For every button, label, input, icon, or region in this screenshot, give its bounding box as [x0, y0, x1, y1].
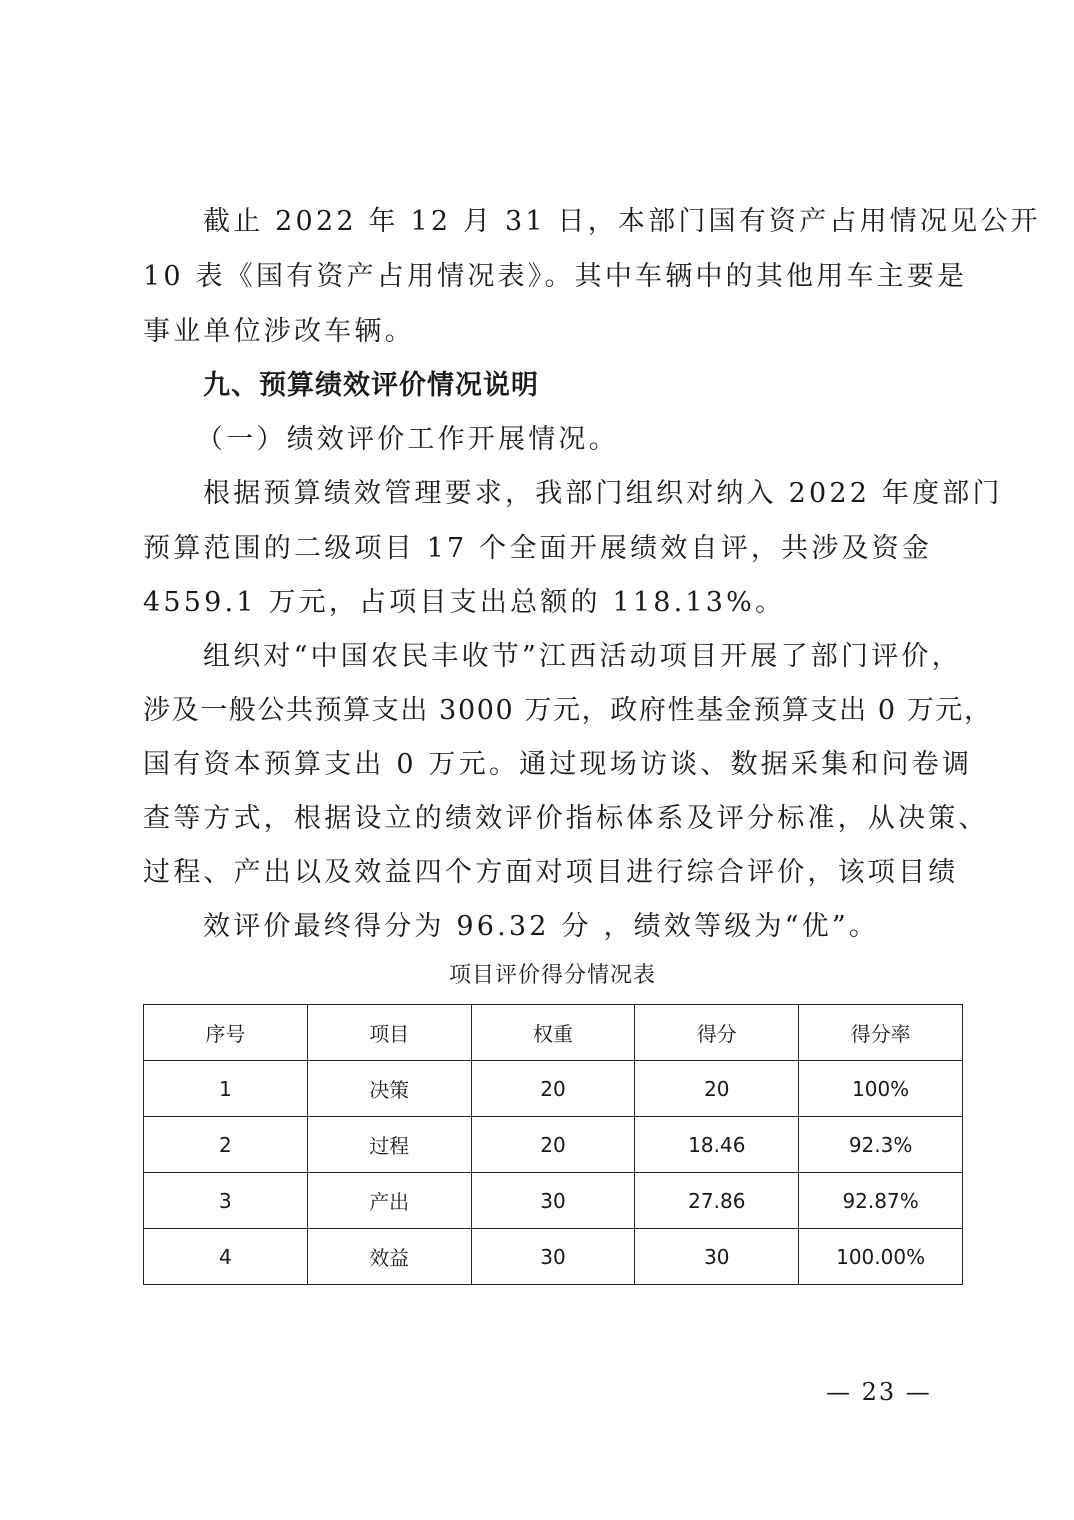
table-row	[144, 1229, 963, 1285]
cell-score: 20	[635, 1061, 799, 1117]
cell-index: 3	[144, 1173, 308, 1229]
paragraph-line: 国有资本预算支出 0 万元。通过现场访谈、数据采集和问卷调	[143, 749, 973, 780]
cell-weight: 20	[471, 1117, 635, 1173]
cell-score: 30	[635, 1229, 799, 1285]
score-table	[143, 1004, 963, 1285]
paragraph-line: 根据预算绩效管理要求，我部门组织对纳入 2022 年度部门	[203, 478, 1003, 509]
cell-index: 1	[144, 1061, 308, 1117]
paragraph-line: 截止 2022 年 12 月 31 日，本部门国有资产占用情况见公开	[203, 206, 1041, 237]
cell-score: 27.86	[635, 1173, 799, 1229]
paragraph-line: 查等方式，根据设立的绩效评价指标体系及评分标准，从决策、	[143, 803, 989, 834]
cell-score: 18.46	[635, 1117, 799, 1173]
cell-weight: 30	[471, 1173, 635, 1229]
table-caption: 项目评价得分情况表	[448, 963, 656, 988]
table-header-row	[144, 1005, 963, 1061]
table-row	[144, 1117, 963, 1173]
cell-rate: 100.00%	[799, 1229, 963, 1285]
table-row	[144, 1061, 963, 1117]
header-cell-index: 序号	[144, 1005, 308, 1061]
cell-index: 4	[144, 1229, 308, 1285]
paragraph-line: 涉及一般公共预算支出 3000 万元，政府性基金预算支出 0 万元，	[143, 695, 993, 726]
table-row	[144, 1173, 963, 1229]
paragraph-line: 10 表《国有资产占用情况表》。其中车辆中的其他用车主要是	[143, 261, 968, 292]
header-cell-weight: 权重	[471, 1005, 635, 1061]
cell-item: 过程	[307, 1117, 471, 1173]
subsection-heading: （一）绩效评价工作开展情况。	[196, 424, 619, 455]
paragraph-line: 4559.1 万元，占项目支出总额的 118.13%。	[143, 587, 786, 618]
cell-index: 2	[144, 1117, 308, 1173]
header-cell-rate: 得分率	[799, 1005, 963, 1061]
cell-rate: 100%	[799, 1061, 963, 1117]
cell-item: 决策	[307, 1061, 471, 1117]
header-cell-score: 得分	[635, 1005, 799, 1061]
cell-rate: 92.3%	[799, 1117, 963, 1173]
cell-item: 效益	[307, 1229, 471, 1285]
paragraph-line: 组织对“中国农民丰收节”江西活动项目开展了部门评价，	[203, 641, 962, 672]
cell-weight: 20	[471, 1061, 635, 1117]
cell-weight: 30	[471, 1229, 635, 1285]
section-heading: 九、预算绩效评价情况说明	[203, 370, 539, 401]
header-cell-item: 项目	[307, 1005, 471, 1061]
page-number: — 23 —	[826, 1378, 932, 1406]
paragraph-line: 事业单位涉改车辆。	[143, 316, 415, 347]
cell-rate: 92.87%	[799, 1173, 963, 1229]
cell-item: 产出	[307, 1173, 471, 1229]
paragraph-line: 过程、产出以及效益四个方面对项目进行综合评价，该项目绩	[143, 857, 959, 888]
paragraph-line: 预算范围的二级项目 17 个全面开展绩效自评，共涉及资金	[143, 533, 933, 564]
paragraph-line: 效评价最终得分为 96.32 分 ，绩效等级为“优”。	[203, 911, 880, 942]
